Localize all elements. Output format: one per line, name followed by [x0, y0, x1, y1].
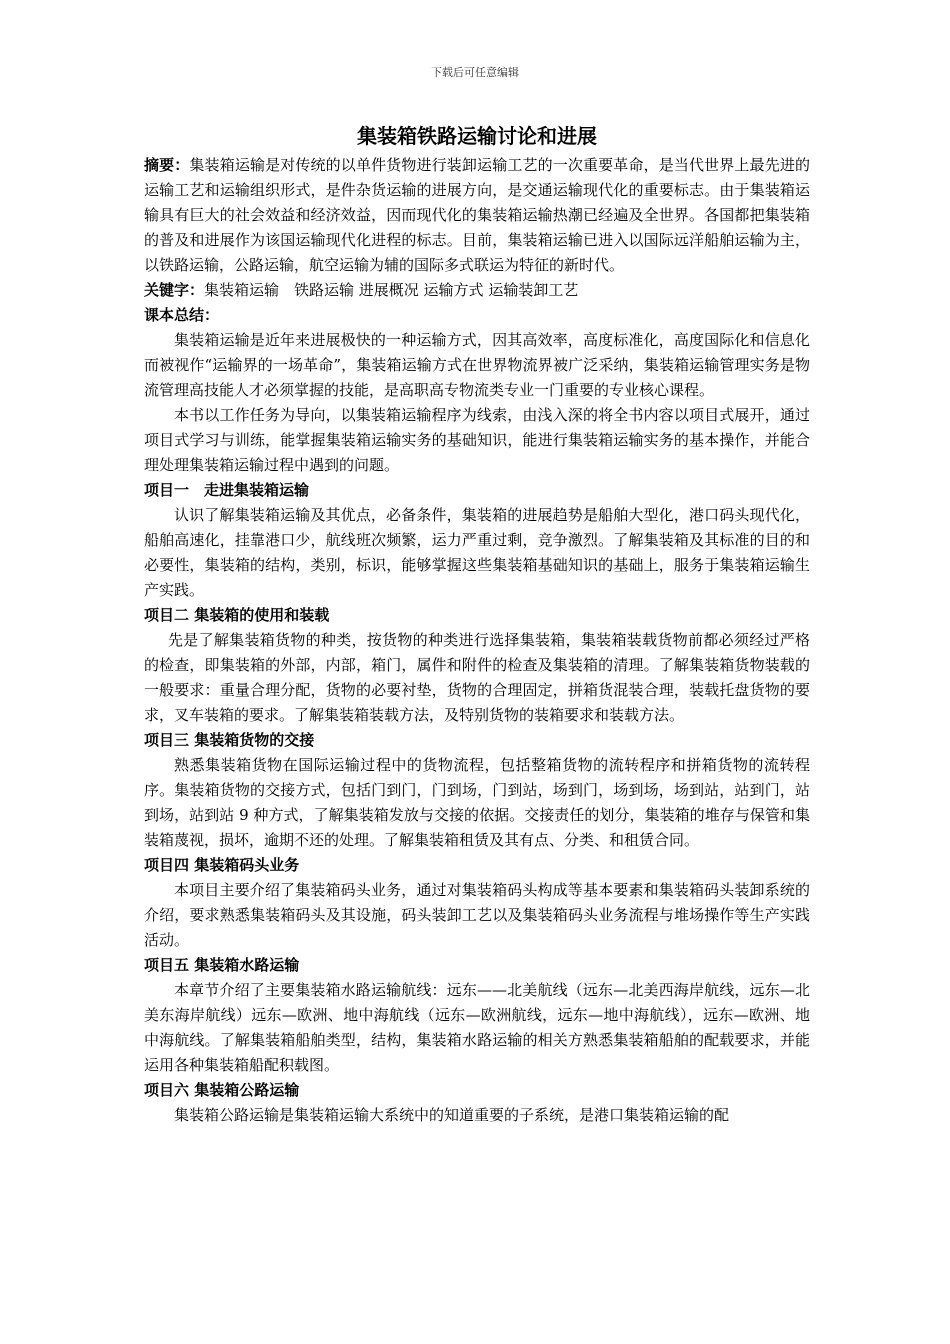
keywords-paragraph — [144, 278, 810, 303]
document-title: 集装箱铁路运输讨论和进展 — [357, 124, 597, 148]
section-heading-2: 项目二 集装箱的使用和装载 — [144, 606, 330, 624]
summary-paragraph-1: 集装箱运输是近年来进展极快的一种运输方式，因其高效率，高度标准化，高度国际化和信息化而被视作“运输界的一场革命”，集装箱运输方式在世界物流界被广泛采纳，集装箱运输管理实务是物流管理高技能人才必须掌握的技能，是高职高专物流类专业一门重要的专业核心课程。 — [144, 331, 810, 399]
abstract-paragraph — [144, 153, 810, 278]
section-text-2: 先是了解集装箱货物的种类，按货物的种类进行选择集装箱，集装箱装载货物前都必须经过严格的检查，即集装箱的外部，内部，箱门，属件和附件的检查及集装箱的清理。了解集装箱货物装载的一般要求：重量合理分配，货物的必要衬垫，货物的合理固定，拼箱货混装合理，装载托盘货物的要求，叉车装箱的要求。了解集装箱装载方法，及特别货物的装箱要求和装载方法。 — [144, 631, 810, 724]
section-text-1: 认识了解集装箱运输及其优点，必备条件，集装箱的进展趋势是船舶大型化，港口码头现代化，船舶高速化，挂靠港口少，航线班次频繁，运力严重过剩，竞争激烈。了解集装箱及其标准的目的和必要性，集装箱的结构，类别，标识，能够掌握这些集装箱基础知识的基础上，服务于集装箱运输生产实践。 — [144, 506, 810, 599]
abstract-label: 摘要： — [144, 156, 190, 174]
section-text-6: 集装箱公路运输是集装箱运输大系统中的知道重要的子系统，是港口集装箱运输的配 — [174, 1106, 730, 1124]
section-text-3: 熟悉集装箱货物在国际运输过程中的货物流程，包括整箱货物的流转程序和拼箱货物的流转程序。集装箱货物的交接方式，包括门到门，门到场，门到站，场到门，场到场，场到站，站到门，站到场，站到站 9 种方式，了解集装箱发放与交接的依据。交接责任的划分，集装箱的堆存与保管和集装箱蔑视，损坏，逾期不还的处理。了解集装箱租赁及其有点、分类、和租赁合同。 — [144, 756, 810, 849]
document-body — [144, 120, 810, 1128]
summary-paragraph-2: 本书以工作任务为导向，以集装箱运输程序为线索，由浅入深的将全书内容以项目式展开，通过项目式学习与训练，能掌握集装箱运输实务的基础知识，能进行集装箱运输实务的基本操作，并能合理处理集装箱运输过程中遇到的问题。 — [144, 406, 810, 474]
keywords-text: 集装箱运输 铁路运输 进展概况 运输方式 运输装卸工艺 — [204, 281, 579, 299]
section-heading-6: 项目六 集装箱公路运输 — [144, 1081, 300, 1099]
keywords-label: 关键字： — [144, 281, 205, 299]
section-text-4: 本项目主要介绍了集装箱码头业务，通过对集装箱码头构成等基本要素和集装箱码头装卸系统的介绍，要求熟悉集装箱码头及其设施，码头装卸工艺以及集装箱码头业务流程与堆场操作等生产实践活动。 — [144, 881, 810, 949]
section-text-5: 本章节介绍了主要集装箱水路运输航线：远东——北美航线（远东—北美西海岸航线，远东—北美东海岸航线）远东—欧洲、地中海航线（远东—欧洲航线，远东—地中海航线），远东—欧洲、地中海航线。了解集装箱船舶类型，结构，集装箱水路运输的相关方熟悉集装箱船舶的配载要求，并能运用各种集装箱船配积载图。 — [144, 981, 810, 1074]
section-heading-3: 项目三 集装箱货物的交接 — [144, 731, 315, 749]
summary-label: 课本总结： — [144, 306, 220, 324]
section-heading-1: 项目一 走进集装箱运输 — [144, 481, 310, 499]
abstract-text: 集装箱运输是对传统的以单件货物进行装卸运输工艺的一次重要革命，是当代世界上最先进的运输工艺和运输组织形式，是件杂货运输的进展方向，是交通运输现代化的重要标志。由于集装箱运输具有巨大的社会效益和经济效益，因而现代化的集装箱运输热潮已经遍及全世界。各国都把集装箱的普及和进展作为该国运输现代化进程的标志。目前，集装箱运输已进入以国际远洋船舶运输为主，以铁路运输，公路运输，航空运输为辅的国际多式联运为特征的新时代。 — [144, 156, 810, 274]
header-note: 下载后可任意编辑 — [431, 66, 519, 79]
section-heading-4: 项目四 集装箱码头业务 — [144, 856, 300, 874]
section-heading-5: 项目五 集装箱水路运输 — [144, 956, 300, 974]
